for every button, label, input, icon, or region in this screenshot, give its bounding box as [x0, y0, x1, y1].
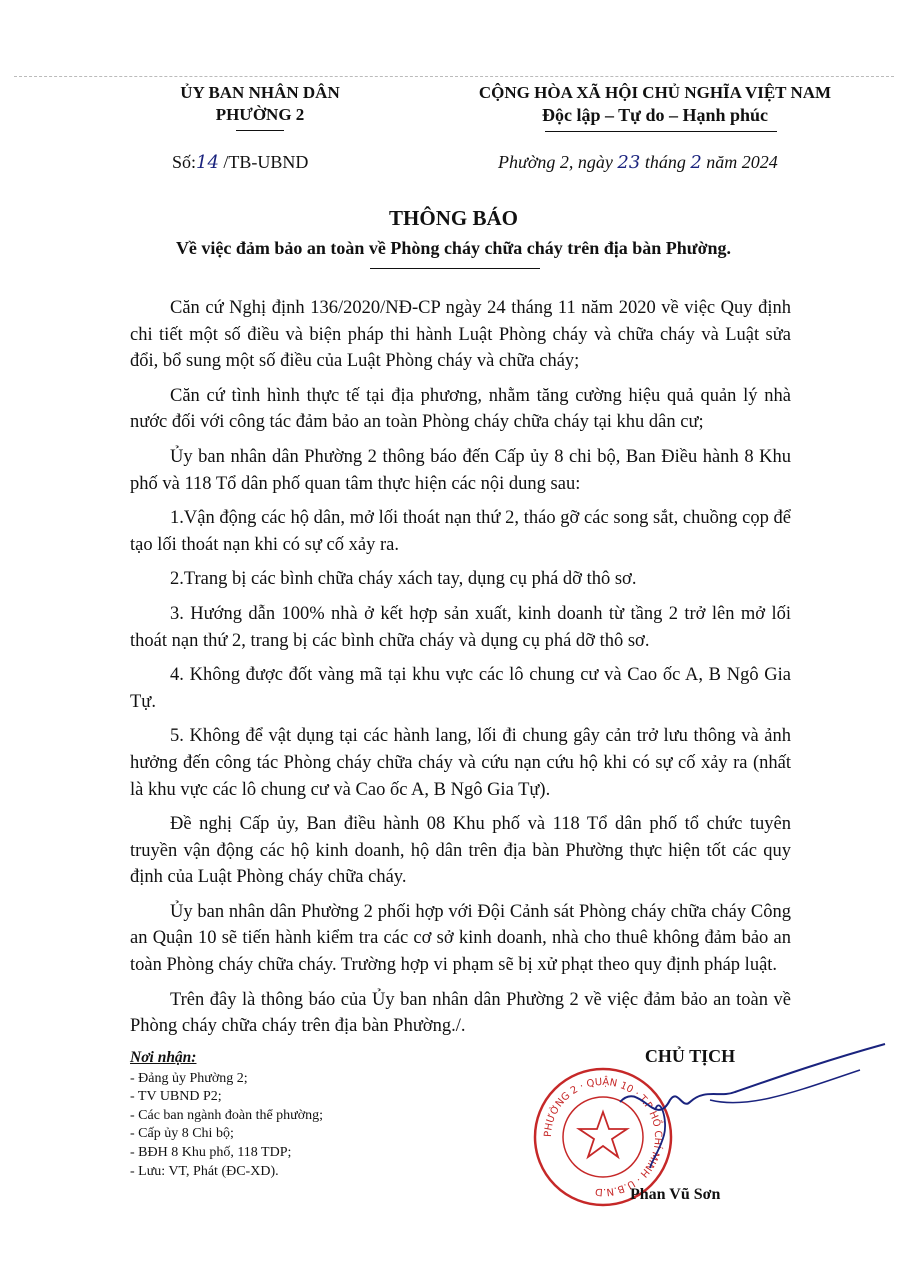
org-underline	[236, 130, 284, 131]
issuing-organization	[150, 82, 370, 126]
recipients-block	[130, 1049, 430, 1181]
subtitle-underline	[370, 268, 540, 269]
date-month: 2	[690, 152, 702, 173]
document-body	[130, 295, 791, 1048]
place-and-date	[498, 152, 778, 173]
date-part2: tháng	[640, 152, 691, 172]
paragraph: Đề nghị Cấp ủy, Ban điều hành 08 Khu phố và 118 Tổ dân phố tổ chức tuyên truyền vận động các hộ kinh doanh, hộ dân trên địa bàn Phường thực hiện tốt các quy định của Luật Phòng cháy chữa cháy.	[130, 814, 791, 888]
paragraph: Căn cứ tình hình thực tế tại địa phương, nhằm tăng cường hiệu quả quản lý nhà nước đối với công tác đảm bảo an toàn Phòng cháy chữa cháy tại khu dân cư;	[130, 385, 791, 433]
date-part1: Phường 2, ngày	[498, 152, 618, 172]
document-number	[172, 152, 308, 173]
paragraph: 5. Không để vật dụng tại các hành lang, lối đi chung gây cản trở lưu thông và ảnh hưởng đến công tác Phòng cháy chữa cháy và cứu nạn cứu hộ khi có sự cố xảy ra (nhất là khu vực các lô chung cư và Cao ốc A, B Ngô Gia Tự).	[130, 726, 791, 800]
date-day: 23	[617, 152, 641, 173]
signer-name: Phan Vũ Sơn	[630, 1186, 721, 1203]
date-part3: năm 2024	[701, 152, 778, 172]
recipient-item: - Đảng ủy Phường 2;	[130, 1070, 248, 1086]
paragraph: 3. Hướng dẫn 100% nhà ở kết hợp sản xuất, kinh doanh từ tầng 2 trở lên mở lối thoát nạn thứ 2, trang bị các bình chữa cháy và dụng cụ phá dỡ thô sơ.	[130, 603, 791, 651]
handwritten-signature	[560, 1040, 890, 1180]
paragraph: 4. Không được đốt vàng mã tại khu vực các lô chung cư và Cao ốc A, B Ngô Gia Tự.	[130, 665, 791, 712]
paragraph: 1.Vận động các hộ dân, mở lối thoát nạn thứ 2, tháo gỡ các song sắt, chuồng cọp để tạo lối thoát nạn khi có sự cố xảy ra.	[130, 508, 791, 555]
national-header	[450, 82, 860, 126]
seal-text: PHƯỜNG 2 · QUẬN 10 · T.P HỒ CHÍ MINH · U.B.N.D	[542, 1076, 664, 1198]
recipient-item: - Lưu: VT, Phát (ĐC-XD).	[130, 1163, 279, 1179]
paragraph: Căn cứ Nghị định 136/2020/NĐ-CP ngày 24 tháng 11 năm 2020 về việc Quy định chi tiết một số điều và biện pháp thi hành Luật Phòng cháy và chữa cháy và Luật sửa đổi, bổ sung một số điều của Luật Phòng cháy và chữa cháy;	[130, 298, 791, 372]
document-title: THÔNG BÁO	[389, 206, 518, 230]
paragraph: Trên đây là thông báo của Ủy ban nhân dân Phường 2 về việc đảm bảo an toàn về Phòng cháy chữa cháy trên địa bàn Phường./.	[130, 989, 791, 1037]
signature-stroke	[650, 1105, 665, 1168]
document-subtitle: Về việc đảm bảo an toàn về Phòng cháy chữa cháy trên địa bàn Phường.	[175, 238, 732, 258]
recipient-item: - BĐH 8 Khu phố, 118 TDP;	[130, 1144, 292, 1160]
recipient-item: - TV UBND P2;	[130, 1089, 222, 1105]
motto-underline	[545, 131, 777, 132]
signer-position: CHỦ TỊCH	[644, 1046, 736, 1066]
recipient-item: - Cấp ủy 8 Chi bộ;	[130, 1126, 234, 1142]
nation-name: CỘNG HÒA XÃ HỘI CHỦ NGHĨA VIỆT NAM	[478, 83, 832, 102]
paragraph: Ủy ban nhân dân Phường 2 thông báo đến Cấp ủy 8 chi bộ, Ban Điều hành 8 Khu phố và 118 Tổ dân phố quan tâm thực hiện các nội dung sau:	[130, 446, 791, 494]
number-suffix: /TB-UBND	[218, 152, 309, 172]
number-prefix: Số:	[172, 152, 197, 172]
recipient-item: - Các ban ngành đoàn thể phường;	[130, 1107, 324, 1123]
number-handwritten: 14	[196, 152, 219, 173]
paragraph: 2.Trang bị các bình chữa cháy xách tay, dụng cụ phá dỡ thô sơ.	[170, 569, 637, 590]
paragraph: Ủy ban nhân dân Phường 2 phối hợp với Đội Cảnh sát Phòng cháy chữa cháy Công an Quận 10 sẽ tiến hành kiểm tra các cơ sở kinh doanh, nhà cho thuê không đảm bảo an toàn Phòng cháy chữa cháy. Trường hợp vi phạm sẽ bị xử phạt theo quy định pháp luật.	[130, 901, 791, 976]
signature-stroke	[620, 1044, 885, 1110]
national-motto: Độc lập – Tự do – Hạnh phúc	[541, 105, 769, 125]
recipients-heading: Nơi nhận:	[130, 1049, 197, 1066]
org-name-line2: PHƯỜNG 2	[215, 105, 305, 124]
org-name-line1: ỦY BAN NHÂN DÂN	[180, 83, 340, 102]
scan-top-edge	[14, 76, 894, 78]
